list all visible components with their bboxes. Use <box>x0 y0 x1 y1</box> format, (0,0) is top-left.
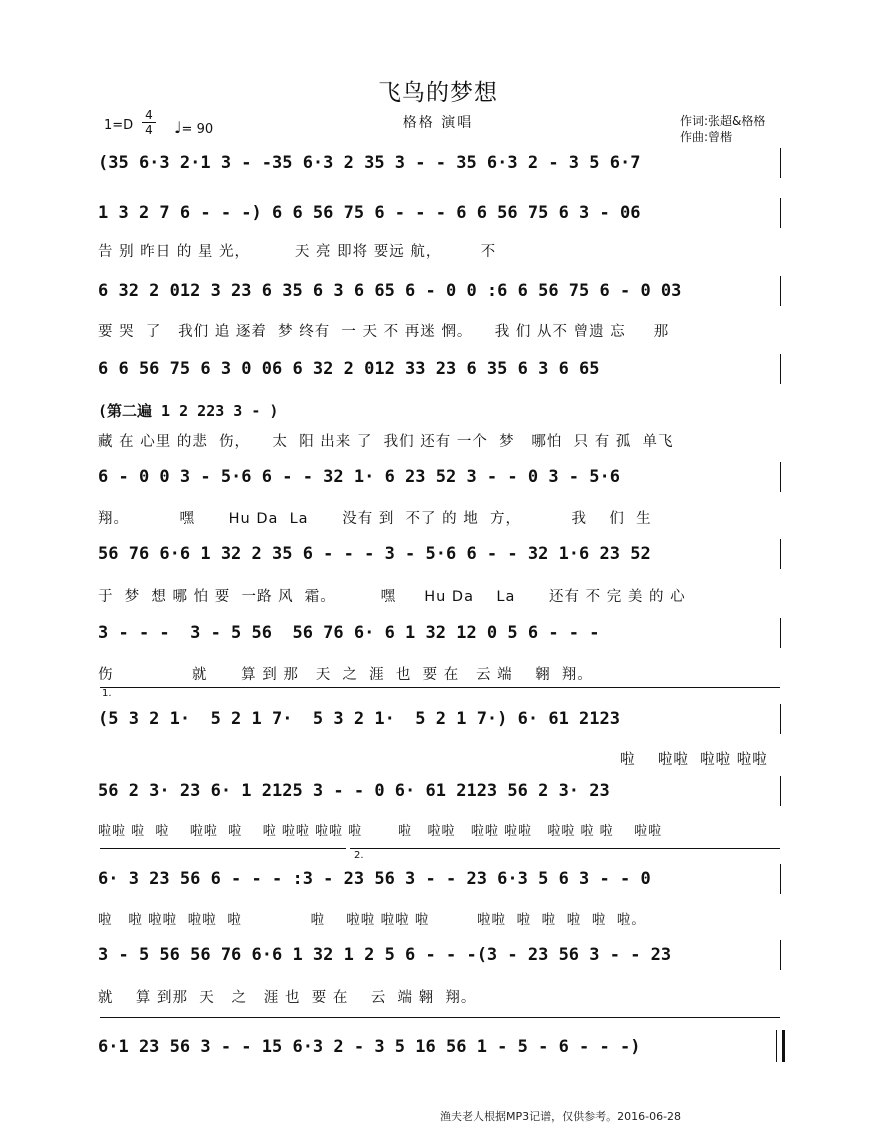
composer-credit: 作曲:曾楷 <box>680 130 733 144</box>
score-line-11: 6· 3 23 56 6 - - - :3 - 23 56 3 - - 23 6·3 5 6 3 - - 0 <box>98 869 651 889</box>
barline <box>780 618 781 648</box>
score-line-12: 3 - 5 56 56 76 6·6 1 32 1 2 5 6 - - -(3 - 23 56 3 - - 23 <box>98 945 672 965</box>
score-line-8: 3 - - - 3 - 5 56 56 76 6· 6 1 32 12 0 5 6 - - - <box>98 623 600 643</box>
final-barline <box>776 1030 785 1062</box>
barline <box>780 776 781 806</box>
time-bottom: 4 <box>142 122 156 137</box>
score-line-6: 6 - 0 0 3 - 5·6 6 - - 32 1· 6 23 52 3 - - 0 3 - 5·6 <box>98 467 620 487</box>
score-line-3: 6 32 2 012 3 23 6 35 6 3 6 65 6 - 0 0 :6 6 56 75 6 - 0 03 <box>98 281 682 301</box>
volta-2-bracket <box>350 848 780 849</box>
singer-credit: 格格 演唱 <box>402 115 474 131</box>
barline <box>780 276 781 306</box>
quarter-note-icon: ♩ <box>174 118 182 137</box>
song-title: 飞鸟的梦想 <box>378 80 498 106</box>
lyric-line-10: 啦啦 啦 啦 啦啦 啦 啦 啦啦 啦啦 啦 啦 啦啦 啦啦 啦啦 啦啦 啦 啦 啦啦 <box>98 824 663 839</box>
lyric-line-5: 藏 在 心里 的悲 伤， 太 阳 出来 了 我们 还有 一个 梦 哪怕 只 有 孤 单飞 <box>98 434 674 450</box>
lyric-line-2: 告 别 昨日 的 星 光， 天 亮 即将 要远 航， 不 <box>98 244 497 260</box>
lyric-line-6: 翔。 嘿 Hu Da La 没有 到 不了 的 地 方， 我 们 生 <box>98 511 652 527</box>
barline <box>780 864 781 894</box>
volta-1-end-bracket <box>100 848 346 849</box>
tempo-marking <box>174 118 213 137</box>
lyric-line-11: 啦 啦 啦啦 啦啦 啦 啦 啦啦 啦啦 啦 啦啦 啦 啦 啦 啦 啦。 <box>98 912 646 928</box>
score-line-5-second-time: (第二遍 1 2 223 3 - ) <box>98 401 279 420</box>
key-signature: 1=D <box>104 118 134 133</box>
score-line-9: (5 3 2 1· 5 2 1 7· 5 3 2 1· 5 2 1 7·) 6· 61 2123 <box>98 709 620 729</box>
time-signature <box>142 108 156 137</box>
tempo-value: = 90 <box>181 122 214 137</box>
barline <box>780 704 781 734</box>
lyric-line-12: 就 算 到那 天 之 涯 也 要 在 云 端 翱 翔。 <box>98 990 477 1006</box>
volta-1-label: 1. <box>102 688 112 699</box>
score-line-2: 1 3 2 7 6 - - -) 6 6 56 75 6 - - - 6 6 56 75 6 3 - 06 <box>98 203 641 223</box>
score-line-4: 6 6 56 75 6 3 0 06 6 32 2 012 33 23 6 35 6 3 6 65 <box>98 359 600 379</box>
score-line-13: 6·1 23 56 3 - - 15 6·3 2 - 3 5 16 56 1 - 5 - 6 - - -) <box>98 1037 641 1057</box>
lyric-line-3: 要 哭 了 我们 追 逐着 梦 终有 一 天 不 再迷 惘。 我 们 从不 曾遗 忘 那 <box>98 324 670 340</box>
barline <box>780 462 781 492</box>
score-line-7: 56 76 6·6 1 32 2 35 6 - - - 3 - 5·6 6 - - 32 1·6 23 52 <box>98 544 651 564</box>
volta-1-bracket <box>100 687 780 688</box>
barline <box>780 354 781 384</box>
barline <box>780 198 781 228</box>
lyricist-credit: 作词:张超&格格 <box>680 114 766 128</box>
lyric-line-9: 啦 啦啦 啦啦 啦啦 <box>620 752 768 768</box>
lyric-line-8: 伤 就 算 到 那 天 之 涯 也 要 在 云 端 翱 翔。 <box>98 667 593 683</box>
score-line-1: (35 6·3 2·1 3 - -35 6·3 2 35 3 - - 35 6·3 2 - 3 5 6·7 <box>98 153 641 173</box>
time-top: 4 <box>145 108 153 122</box>
volta-2-label: 2. <box>354 850 364 861</box>
score-line-10: 56 2 3· 23 6· 1 2125 3 - - 0 6· 61 2123 56 2 3· 23 <box>98 781 610 801</box>
lyric-line-7: 于 梦 想 哪 怕 要 一路 风 霜。 嘿 Hu Da La 还有 不 完 美 的 心 <box>98 589 686 605</box>
transcriber-note: 渔夫老人根据MP3记谱，仅供参考。2016-06-28 <box>440 1110 682 1123</box>
barline <box>780 539 781 569</box>
barline <box>780 940 781 970</box>
coda-rule <box>100 1017 780 1018</box>
barline <box>780 148 781 178</box>
